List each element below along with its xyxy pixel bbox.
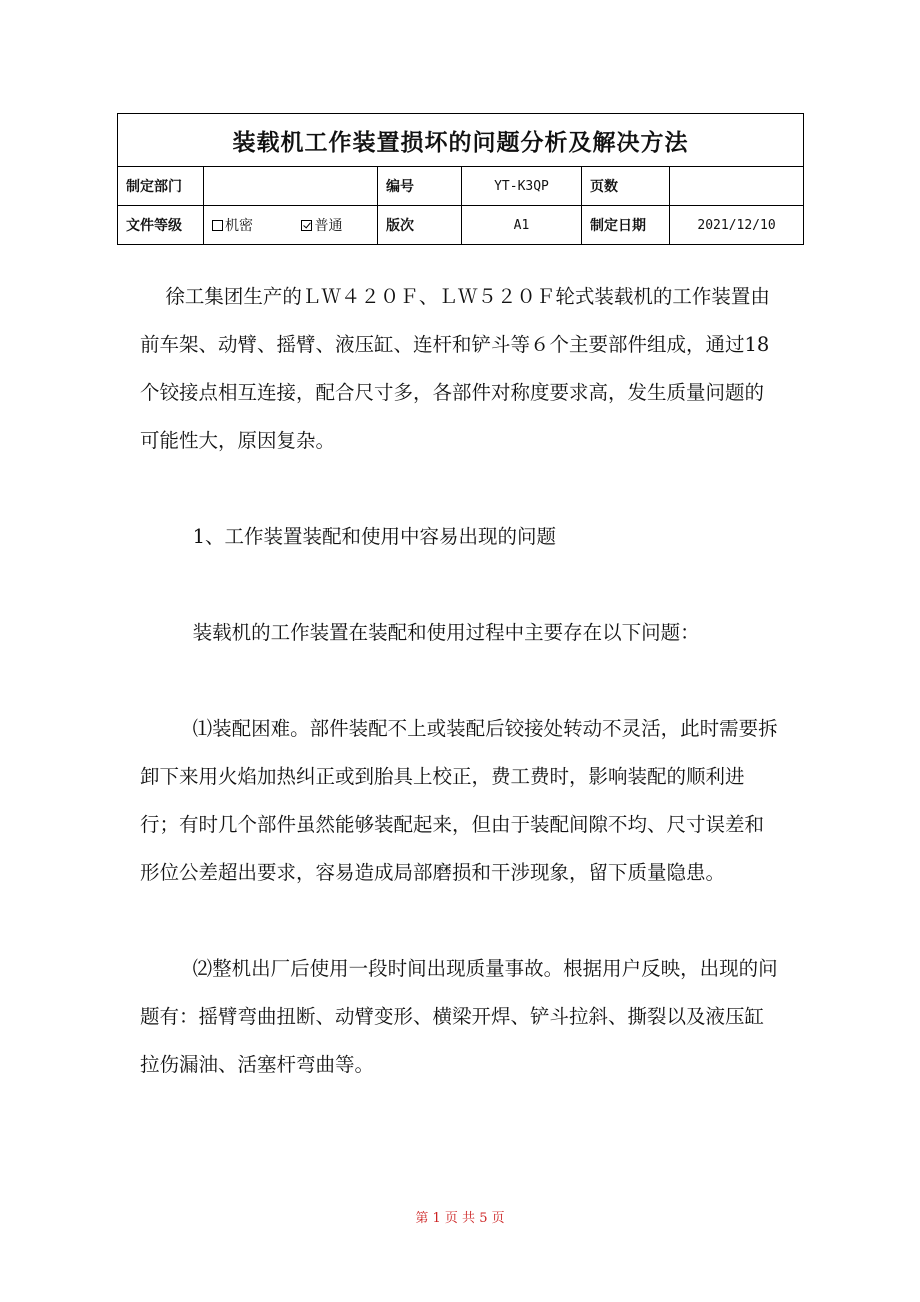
paragraph-spacer bbox=[140, 465, 780, 513]
level-normal-label: 普通 bbox=[314, 218, 343, 234]
issue-2-paragraph: ⑵整机出厂后使用一段时间出现质量事故。根据用户反映，出现的问题有：摇臂弯曲扭断、动臂变形、横梁开焊、铲斗拉斜、撕裂以及液压缸拉伤漏油、活塞杆弯曲等。 bbox=[140, 957, 778, 1076]
level-label: 文件等级 bbox=[118, 206, 204, 245]
intro-paragraph: 徐工集团生产的ＬＷ４２０Ｆ、ＬＷ５２０Ｆ轮式装载机的工作装置由前车架、动臂、摇臂、液压缸、连杆和铲斗等６个主要部件组成，通过18个铰接点相互连接，配合尺寸多，各部件对称度要求高，发生质量问题的可能性大，原因复杂。 bbox=[140, 285, 770, 452]
paragraph-spacer bbox=[140, 897, 780, 945]
section-intro-paragraph: 装载机的工作装置在装配和使用过程中主要存在以下问题： bbox=[192, 621, 700, 644]
level-secret-label: 机密 bbox=[225, 218, 253, 234]
code-label: 编号 bbox=[378, 167, 462, 206]
issue-1-paragraph: ⑴装配困难。部件装配不上或装配后铰接处转动不灵活，此时需要拆卸下来用火焰加热纠正或到胎具上校正，费工费时，影响装配的顺利进行；有时几个部件虽然能够装配起来，但由于装配间隙不均、尺寸误差和形位公差超出要求，容易造成局部磨损和干涉现象，留下质量隐患。 bbox=[140, 717, 778, 884]
document-body bbox=[140, 273, 780, 1089]
document-header-table bbox=[117, 113, 804, 245]
pages-value bbox=[670, 167, 804, 206]
date-label: 制定日期 bbox=[582, 206, 670, 245]
pages-label: 页数 bbox=[582, 167, 670, 206]
checkbox-checked-icon[interactable] bbox=[301, 220, 312, 231]
page-footer: 第 1 页 共 5 页 bbox=[415, 1211, 505, 1226]
date-value: 2021/12/10 bbox=[670, 206, 804, 245]
paragraph-spacer bbox=[140, 657, 780, 705]
paragraph-spacer bbox=[140, 561, 780, 609]
section-heading: 1、工作装置装配和使用中容易出现的问题 bbox=[192, 525, 557, 548]
version-value: A1 bbox=[462, 206, 582, 245]
level-secret-option[interactable] bbox=[212, 215, 253, 235]
code-value: YT-K3QP bbox=[462, 167, 582, 206]
dept-label: 制定部门 bbox=[118, 167, 204, 206]
checkbox-unchecked-icon[interactable] bbox=[212, 220, 223, 231]
level-options bbox=[204, 206, 378, 245]
dept-value bbox=[204, 167, 378, 206]
level-normal-option[interactable] bbox=[301, 215, 342, 235]
document-title: 装载机工作装置损坏的问题分析及解决方法 bbox=[118, 114, 804, 167]
version-label: 版次 bbox=[378, 206, 462, 245]
